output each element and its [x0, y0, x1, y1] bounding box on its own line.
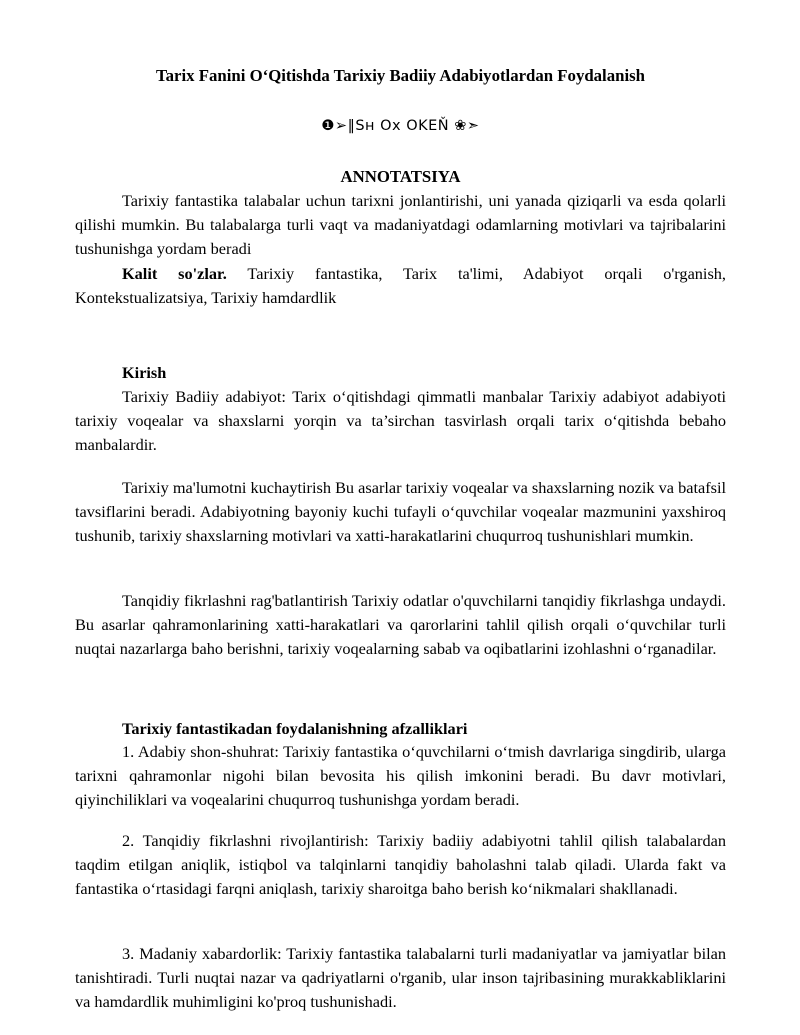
- advantage-item-1: 1. Adabiy shon-shuhrat: Tarixiy fantastika o‘quvchilarni o‘tmish davrlariga singdirib, ularga tarixni qahramonlar nigohi bilan bevosita his qilish imkonini beradi. Bu davr motivlari, qiyinchiliklari va voqealarini chuqurroq tushunishga yordam beradi.: [75, 742, 726, 810]
- advantage-item-2: 2. Tanqidiy fikrlashni rivojlantirish: Tarixiy badiiy adabiyotni tahlil qilish talabalardan taqdim etilgan aniqlik, istiqbol va talqinlarni tanqidiy baholashni talab qiladi. Ularda fakt va fantastika o‘rtasidagi farqni aniqlash, tarixiy sharoitga baho berish ko‘nikmalari shakllanadi.: [75, 831, 726, 899]
- intro-paragraph-1: Tarixiy Badiiy adabiyot: Tarix o‘qitishdagi qimmatli manbalar Tarixiy adabiyot adabiyoti tarixiy voqealar va shaxslarni yorqin va ta’sirchan tasvirlash orqali tarix o‘qitishda bebaho manbalardir.: [75, 387, 726, 455]
- annotation-paragraph: Tarixiy fantastika talabalar uchun tarixni jonlantirishi, uni yanada qiziqarli va esda qolarli qilishi mumkin. Bu talabalarga turli vaqt va madaniyatdagi odamlarning motivlari va tajribalarini tushunishga yordam beradi: [75, 191, 726, 259]
- advantages-heading: Tarixiy fantastikadan foydalanishning afzalliklari: [122, 719, 468, 738]
- keywords-paragraph: [75, 262, 726, 310]
- keywords-text: Tarixiy fantastika, Tarix ta'limi, Adabiyot orqali o'rganish, Kontekstualizatsiya, Tarixiy hamdardlik: [75, 264, 727, 308]
- author-line: ❶➢‖Sʜ Oх OKEŇ ❀➣: [321, 118, 480, 134]
- intro-heading: Kirish: [122, 363, 167, 382]
- keywords-label: Kalit so'zlar.: [122, 264, 227, 283]
- annotation-heading: ANNOTATSIYA: [340, 167, 461, 186]
- advantage-item-3: 3. Madaniy xabardorlik: Tarixiy fantastika talabalarni turli madaniyatlar va jamiyatlar bilan tanishtiradi. Turli nuqtai nazar va qadriyatlarni o'rganib, ular inson tajribasining murakkabliklarini va hamdardlik muhimligini ko'proq tushunishadi.: [75, 944, 726, 1012]
- document-title: Tarix Fanini O‘Qitishda Tarixiy Badiiy Adabiyotlardan Foydalanish: [156, 66, 645, 85]
- intro-paragraph-2: Tarixiy ma'lumotni kuchaytirish Bu asarlar tarixiy voqealar va shaxslarning nozik va batafsil tavsiflarini beradi. Adabiyotning bayoniy kuchi tufayli o‘quvchilar voqealar mazmunini yaxshiroq tushunib, tarixiy shaxslarning motivlari va xatti-harakatlarini chuqurroq tushunishlari mumkin.: [75, 478, 726, 546]
- intro-paragraph-3: Tanqidiy fikrlashni rag'batlantirish Tarixiy odatlar o'quvchilarni tanqidiy fikrlashga undaydi. Bu asarlar qahramonlarining xatti-harakatlari va qarorlarini tahlil qilish orqali o‘quvchilar turli nuqtai nazarlarga baho berishni, tarixiy voqealarning sabab va oqibatlarini izohlashni o‘rganadilar.: [75, 591, 726, 659]
